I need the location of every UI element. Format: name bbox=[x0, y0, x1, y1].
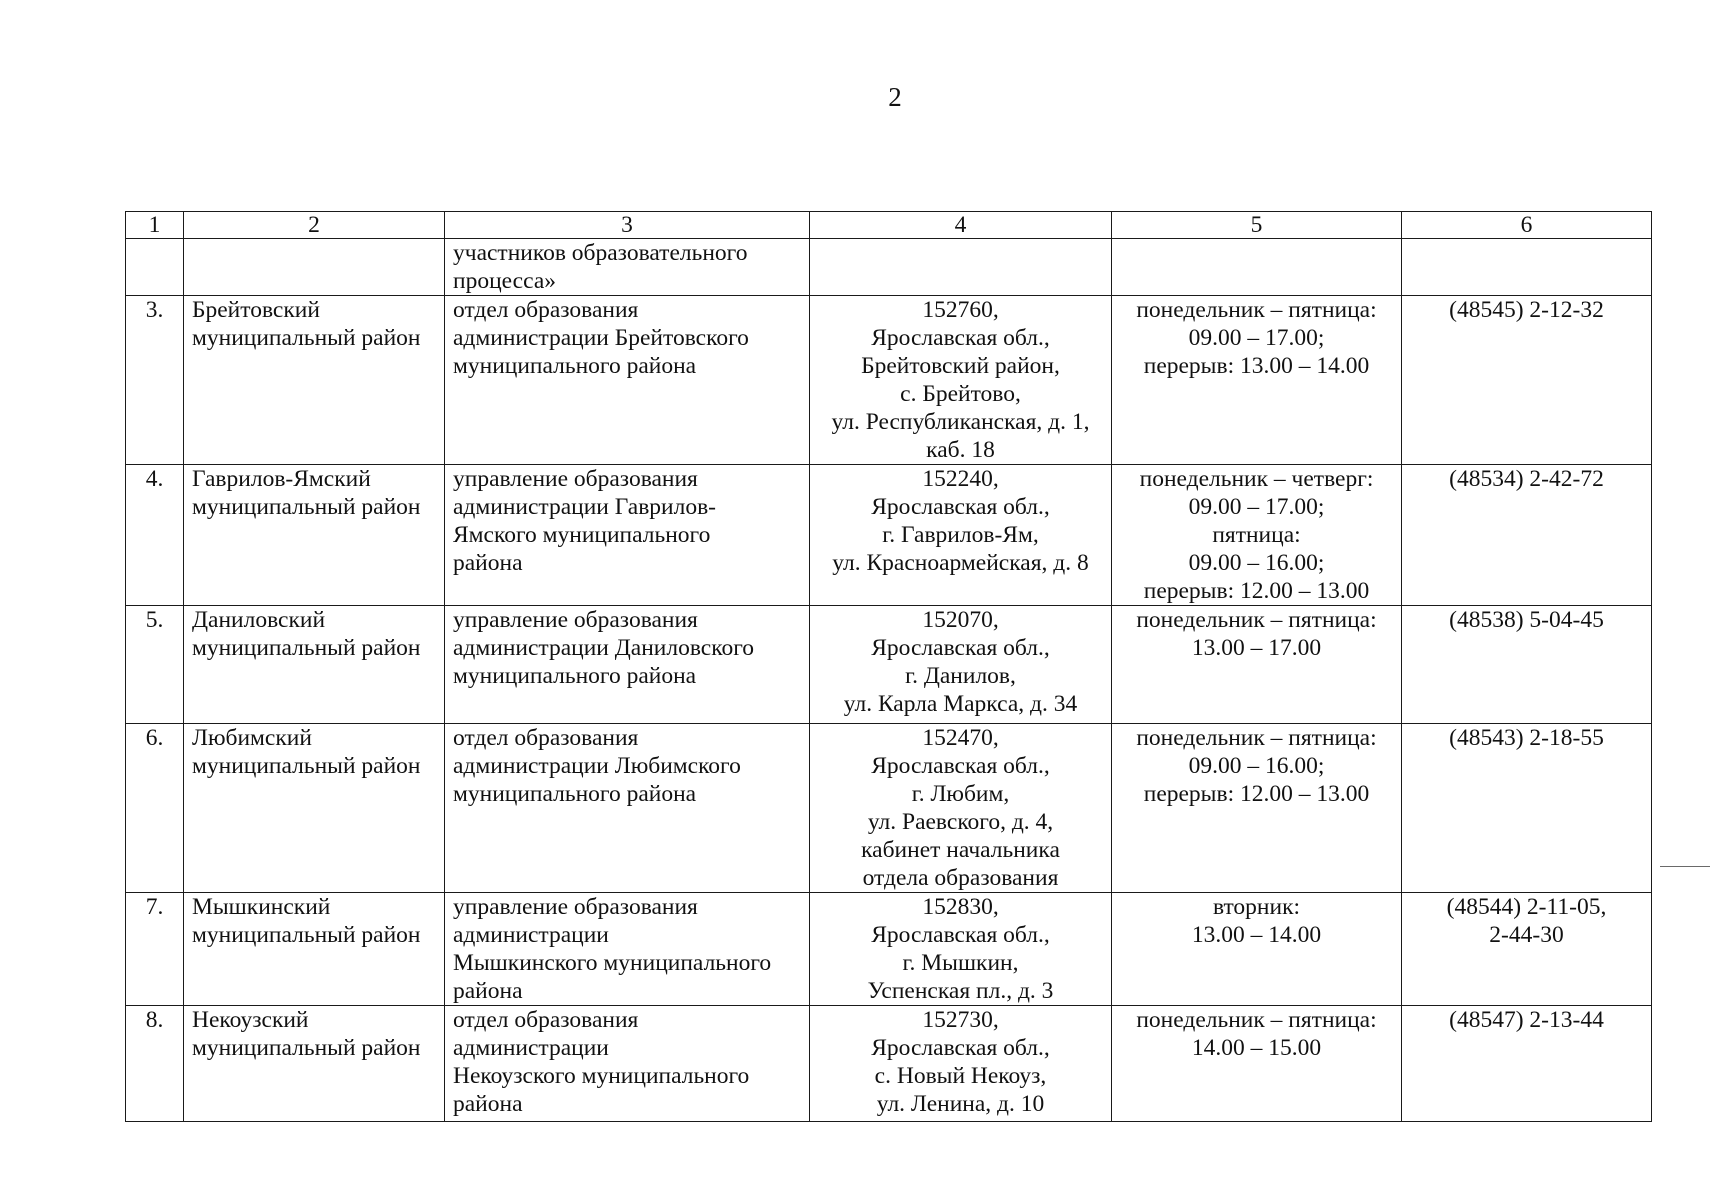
hours-cell-line: перерыв: 12.00 – 13.00 bbox=[1143, 781, 1370, 807]
phone-cell bbox=[1402, 296, 1652, 465]
address-cell-line: ул. Ленина, д. 10 bbox=[876, 1091, 1045, 1117]
phone-cell bbox=[1402, 724, 1652, 893]
hours-cell bbox=[1112, 296, 1402, 465]
address-cell-line: 152240, bbox=[922, 466, 999, 492]
address-cell-line: Ярославская обл., bbox=[871, 753, 1050, 779]
table-row bbox=[126, 239, 1652, 296]
address-cell-line: г. Любим, bbox=[911, 781, 1010, 807]
hours-cell-line: понедельник – пятница: bbox=[1136, 607, 1377, 633]
hours-cell-line: перерыв: 12.00 – 13.00 bbox=[1143, 578, 1370, 604]
hours-cell bbox=[1112, 606, 1402, 724]
address-cell bbox=[810, 465, 1112, 606]
hours-cell bbox=[1112, 239, 1402, 296]
office-cell bbox=[445, 893, 810, 1006]
table-row bbox=[126, 296, 1652, 465]
table-body bbox=[126, 239, 1652, 1122]
scan-mark bbox=[1660, 866, 1710, 867]
hours-cell bbox=[1112, 724, 1402, 893]
phone-cell bbox=[1402, 606, 1652, 724]
address-cell-line: ул. Раевского, д. 4, bbox=[867, 809, 1054, 835]
column-number: 5 bbox=[1112, 212, 1402, 239]
hours-cell-line: 09.00 – 17.00; bbox=[1188, 494, 1325, 520]
district-cell-line: Любимский bbox=[192, 725, 312, 751]
hours-cell-line: 09.00 – 16.00; bbox=[1188, 550, 1325, 576]
address-cell-line: отдела образования bbox=[862, 865, 1059, 891]
address-cell-line: ул. Карла Маркса, д. 34 bbox=[843, 691, 1078, 717]
table-row bbox=[126, 724, 1652, 893]
office-cell bbox=[445, 239, 810, 296]
address-cell-line: кабинет начальника bbox=[861, 837, 1060, 863]
address-cell-line: Успенская пл., д. 3 bbox=[867, 978, 1054, 1004]
office-cell-line: администрации Гаврилов- bbox=[453, 494, 717, 520]
column-number: 4 bbox=[810, 212, 1112, 239]
address-cell-line: г. Гаврилов-Ям, bbox=[882, 522, 1039, 548]
district-cell bbox=[184, 724, 445, 893]
district-cell-line: Мышкинский bbox=[192, 894, 331, 920]
office-cell bbox=[445, 296, 810, 465]
office-cell bbox=[445, 724, 810, 893]
district-cell bbox=[184, 296, 445, 465]
address-cell bbox=[810, 296, 1112, 465]
office-cell-line: участников образовательного bbox=[453, 240, 748, 266]
address-cell-line: г. Данилов, bbox=[905, 663, 1016, 689]
column-number: 2 bbox=[184, 212, 445, 239]
address-cell-line: Ярославская обл., bbox=[871, 1035, 1050, 1061]
row-number: 6. bbox=[126, 724, 184, 893]
address-cell-line: Ярославская обл., bbox=[871, 635, 1050, 661]
office-cell bbox=[445, 465, 810, 606]
address-cell bbox=[810, 606, 1112, 724]
office-cell-line: района bbox=[453, 978, 523, 1004]
column-number: 1 bbox=[126, 212, 184, 239]
office-cell-line: района bbox=[453, 1091, 523, 1117]
row-number: 3. bbox=[126, 296, 184, 465]
address-cell-line: Брейтовский район, bbox=[861, 353, 1060, 379]
district-cell-line: муниципальный район bbox=[192, 635, 421, 661]
hours-cell-line: понедельник – пятница: bbox=[1136, 1007, 1377, 1033]
phone-cell bbox=[1402, 893, 1652, 1006]
hours-cell-line: 13.00 – 14.00 bbox=[1191, 922, 1322, 948]
district-cell bbox=[184, 465, 445, 606]
office-cell-line: района bbox=[453, 550, 523, 576]
address-cell-line: г. Мышкин, bbox=[902, 950, 1019, 976]
office-cell-line: администрации Любимского bbox=[453, 753, 741, 779]
office-cell-line: администрации Брейтовского bbox=[453, 325, 749, 351]
address-cell-line: каб. 18 bbox=[926, 437, 995, 463]
address-cell bbox=[810, 1006, 1112, 1122]
row-number: 5. bbox=[126, 606, 184, 724]
office-cell-line: Мышкинского муниципального bbox=[453, 950, 772, 976]
office-cell-line: управление образования bbox=[453, 466, 698, 492]
hours-cell bbox=[1112, 893, 1402, 1006]
hours-cell bbox=[1112, 1006, 1402, 1122]
district-cell-line: Некоузский bbox=[192, 1007, 309, 1033]
district-cell-line: Брейтовский bbox=[192, 297, 320, 323]
office-cell-line: администрации bbox=[453, 922, 609, 948]
office-cell-line: управление образования bbox=[453, 607, 698, 633]
district-cell bbox=[184, 1006, 445, 1122]
phone-cell bbox=[1402, 465, 1652, 606]
district-cell-line: муниципальный район bbox=[192, 922, 421, 948]
hours-cell-line: перерыв: 13.00 – 14.00 bbox=[1143, 353, 1370, 379]
row-number: 4. bbox=[126, 465, 184, 606]
table-row bbox=[126, 1006, 1652, 1122]
address-cell bbox=[810, 893, 1112, 1006]
district-cell bbox=[184, 893, 445, 1006]
column-number: 6 bbox=[1402, 212, 1652, 239]
office-cell-line: отдел образования bbox=[453, 1007, 639, 1033]
hours-cell-line: 13.00 – 17.00 bbox=[1191, 635, 1322, 661]
address-cell-line: 152070, bbox=[922, 607, 999, 633]
district-cell-line: муниципальный район bbox=[192, 753, 421, 779]
district-cell bbox=[184, 239, 445, 296]
district-cell-line: Даниловский bbox=[192, 607, 326, 633]
address-cell bbox=[810, 239, 1112, 296]
address-cell-line: ул. Красноармейская, д. 8 bbox=[832, 550, 1089, 576]
hours-cell-line: 09.00 – 17.00; bbox=[1188, 325, 1325, 351]
hours-cell-line: понедельник – четверг: bbox=[1139, 466, 1374, 492]
row-number bbox=[126, 239, 184, 296]
address-cell-line: 152470, bbox=[922, 725, 999, 751]
phone-cell bbox=[1402, 239, 1652, 296]
hours-cell-line: понедельник – пятница: bbox=[1136, 725, 1377, 751]
hours-cell-line: понедельник – пятница: bbox=[1136, 297, 1377, 323]
office-cell bbox=[445, 1006, 810, 1122]
phone-cell-line: (48545) 2-12-32 bbox=[1449, 297, 1604, 323]
office-cell-line: администрации bbox=[453, 1035, 609, 1061]
address-cell-line: 152730, bbox=[922, 1007, 999, 1033]
phone-cell-line: (48543) 2-18-55 bbox=[1449, 725, 1604, 751]
district-cell-line: муниципальный район bbox=[192, 325, 421, 351]
office-cell-line: управление образования bbox=[453, 894, 698, 920]
address-cell-line: Ярославская обл., bbox=[871, 494, 1050, 520]
phone-cell-line: (48547) 2-13-44 bbox=[1449, 1007, 1604, 1033]
column-number: 3 bbox=[445, 212, 810, 239]
phone-cell-line: 2-44-30 bbox=[1489, 922, 1564, 948]
row-number: 7. bbox=[126, 893, 184, 1006]
hours-cell-line: 09.00 – 16.00; bbox=[1188, 753, 1325, 779]
hours-cell-line: пятница: bbox=[1212, 522, 1301, 548]
office-cell-line: Некоузского муниципального bbox=[453, 1063, 750, 1089]
table-row bbox=[126, 893, 1652, 1006]
office-cell-line: Ямского муниципального bbox=[453, 522, 711, 548]
office-cell-line: муниципального района bbox=[453, 781, 697, 807]
page-number: 2 bbox=[888, 82, 902, 112]
phone-cell-line: (48534) 2-42-72 bbox=[1449, 466, 1604, 492]
table-row bbox=[126, 606, 1652, 724]
address-cell-line: ул. Республиканская, д. 1, bbox=[831, 409, 1090, 435]
phone-cell-line: (48538) 5-04-45 bbox=[1449, 607, 1604, 633]
address-cell-line: 152830, bbox=[922, 894, 999, 920]
district-cell-line: муниципальный район bbox=[192, 1035, 421, 1061]
address-cell-line: Ярославская обл., bbox=[871, 922, 1050, 948]
address-cell-line: с. Новый Некоуз, bbox=[874, 1063, 1047, 1089]
table-row bbox=[126, 465, 1652, 606]
office-cell-line: отдел образования bbox=[453, 297, 639, 323]
office-cell-line: администрации Даниловского bbox=[453, 635, 755, 661]
office-cell-line: муниципального района bbox=[453, 353, 697, 379]
education-offices-table bbox=[125, 211, 1652, 1122]
address-cell-line: с. Брейтово, bbox=[900, 381, 1021, 407]
address-cell bbox=[810, 724, 1112, 893]
phone-cell-line: (48544) 2-11-05, bbox=[1446, 894, 1607, 920]
office-cell-line: отдел образования bbox=[453, 725, 639, 751]
office-cell-line: муниципального района bbox=[453, 663, 697, 689]
office-cell-line: процесса» bbox=[453, 268, 556, 294]
hours-cell-line: вторник: bbox=[1212, 894, 1301, 920]
phone-cell bbox=[1402, 1006, 1652, 1122]
district-cell-line: муниципальный район bbox=[192, 494, 421, 520]
hours-cell bbox=[1112, 465, 1402, 606]
address-cell-line: 152760, bbox=[922, 297, 999, 323]
office-cell bbox=[445, 606, 810, 724]
column-number-row bbox=[126, 212, 1652, 239]
hours-cell-line: 14.00 – 15.00 bbox=[1191, 1035, 1322, 1061]
district-cell bbox=[184, 606, 445, 724]
district-cell-line: Гаврилов-Ямский bbox=[192, 466, 371, 492]
row-number: 8. bbox=[126, 1006, 184, 1122]
address-cell-line: Ярославская обл., bbox=[871, 325, 1050, 351]
